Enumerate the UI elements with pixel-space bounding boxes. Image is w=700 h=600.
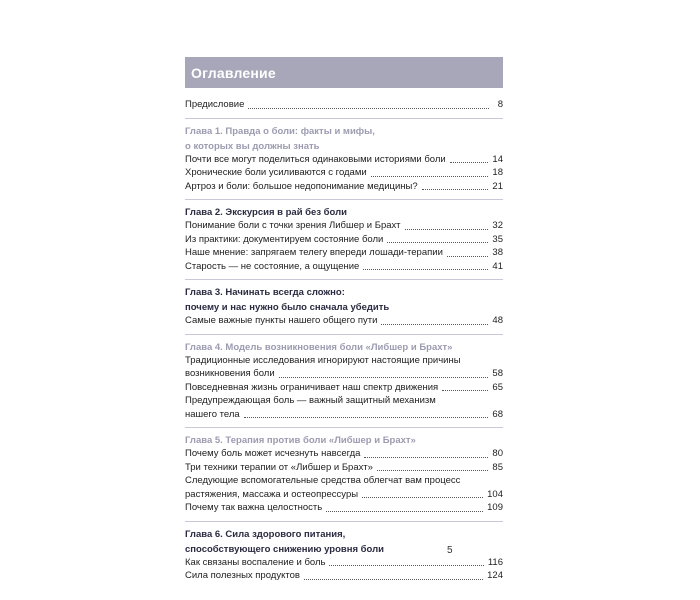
dot-leader	[329, 565, 483, 566]
entry-text: Старость — не состояние, а ощущение	[185, 260, 360, 272]
dot-leader	[405, 229, 489, 230]
dot-leader	[387, 242, 488, 243]
entry-page: 80	[492, 448, 503, 459]
entry-text: Самые важные пункты нашего общего пути	[185, 315, 378, 326]
entry-text: Понимание боли с точки зрения Либшер и Брахт	[185, 220, 401, 231]
toc-entry[interactable]	[185, 246, 503, 260]
chapter-title[interactable]: Глава 5. Терапия против боли «Либшер и Брахт»	[185, 435, 416, 446]
entry-page: 21	[492, 180, 503, 192]
chapter-title[interactable]: Глава 1. Правда о боли: факты и мифы,	[185, 125, 375, 137]
entry-page: 116	[487, 556, 503, 568]
dot-leader	[377, 470, 489, 471]
toc-entry[interactable]	[185, 354, 503, 381]
entry-text: Почти все могут поделиться одинаковыми историями боли	[185, 153, 446, 165]
dot-leader	[422, 189, 489, 190]
entry-text-line1: Следующие вспомогательные средства облегчат вам процесс	[185, 475, 461, 486]
toc-entry[interactable]	[185, 153, 503, 167]
chapter-divider	[185, 199, 503, 200]
chapter-title[interactable]: способствующего снижению уровня боли	[185, 543, 384, 555]
entry-line2	[185, 367, 503, 381]
entry-page: 18	[492, 167, 503, 178]
chapter-title[interactable]: почему и нас нужно было сначала убедить	[185, 302, 390, 313]
toc-entry[interactable]	[185, 461, 503, 475]
entry-page: 41	[492, 260, 503, 272]
toc-entry[interactable]	[185, 474, 503, 501]
entry-page: 38	[492, 247, 503, 258]
entry-text: Почему так важна целостность	[185, 502, 323, 513]
toc-entry[interactable]	[185, 314, 503, 328]
entry-text: Как связаны воспаление и боль	[185, 556, 326, 568]
toc-title: Оглавление	[191, 64, 276, 81]
dot-leader	[371, 176, 489, 177]
chapters-list	[185, 118, 503, 583]
toc-entry[interactable]	[185, 219, 503, 233]
chapter-title[interactable]: Глава 2. Экскурсия в рай без боли	[185, 207, 347, 218]
dot-leader	[363, 269, 488, 270]
toc-entry-preface[interactable]	[185, 98, 503, 112]
chapter-divider	[185, 427, 503, 428]
dot-leader	[279, 377, 489, 378]
dot-leader	[450, 162, 489, 163]
chapter-title[interactable]: Глава 6. Сила здорового питания,	[185, 528, 346, 540]
dot-leader	[364, 457, 488, 458]
entry-text: Сила полезных продуктов	[185, 570, 300, 581]
entry-text: Три техники терапии от «Либшер и Брахт»	[185, 461, 373, 473]
entry-page: 68	[492, 408, 503, 420]
dot-leader	[248, 108, 489, 109]
toc-entry[interactable]	[185, 556, 503, 570]
toc-entry[interactable]	[185, 501, 503, 515]
entry-page: 65	[492, 381, 503, 393]
entry-text: растяжения, массажа и остеопрессуры	[185, 488, 359, 500]
toc-entry[interactable]	[185, 569, 503, 583]
entry-line2	[185, 488, 503, 502]
entry-text-line1: Предупреждающая боль — важный защитный механизм	[185, 395, 436, 406]
entry-text: Наше мнение: запрягаем телегу впереди лошади-терапии	[185, 247, 443, 258]
chapter-divider	[185, 334, 503, 335]
toc-header	[185, 57, 503, 88]
entry-text: Повседневная жизнь ограничивает наш спектр движения	[185, 381, 439, 393]
entry-text-line1: Традиционные исследования игнорируют настоящие причины	[185, 354, 461, 366]
toc-entry[interactable]	[185, 180, 503, 194]
entry-page: 32	[492, 220, 503, 231]
entry-page: 8	[497, 99, 503, 110]
toc-entry[interactable]	[185, 447, 503, 461]
entry-text: Хронические боли усиливаются с годами	[185, 167, 367, 178]
chapter-title[interactable]: Глава 3. Начинать всегда сложно:	[185, 287, 345, 298]
entry-page: 124	[487, 570, 503, 581]
entry-page: 35	[492, 233, 503, 245]
dot-leader	[244, 417, 489, 418]
dot-leader	[304, 579, 483, 580]
chapter-divider	[185, 279, 503, 280]
toc-entry[interactable]	[185, 381, 503, 395]
entry-page: 104	[487, 488, 503, 500]
entry-text: Из практики: документируем состояние боли	[185, 233, 384, 245]
dot-leader	[442, 390, 488, 391]
dot-leader	[381, 324, 488, 325]
entry-page: 85	[492, 461, 503, 473]
chapter-divider	[185, 118, 503, 119]
entry-text: Почему боль может исчезнуть навсегда	[185, 448, 361, 459]
chapter-title[interactable]: о которых вы должны знать	[185, 140, 320, 152]
toc-entry[interactable]	[185, 233, 503, 247]
dot-leader	[362, 497, 483, 498]
entry-line2	[185, 408, 503, 422]
table-of-contents	[185, 57, 503, 583]
entry-text: Предисловие	[185, 99, 245, 110]
toc-entry[interactable]	[185, 394, 503, 421]
chapter-title[interactable]: Глава 4. Модель возникновения боли «Либшер и Брахт»	[185, 341, 453, 353]
entry-text: возникновения боли	[185, 368, 275, 379]
entry-page: 14	[492, 153, 503, 165]
entry-page: 58	[492, 368, 503, 379]
dot-leader	[447, 256, 489, 257]
entry-page: 48	[492, 315, 503, 326]
dot-leader	[326, 511, 483, 512]
entry-text: Артроз и боли: большое недопонимание медицины?	[185, 180, 418, 192]
entry-text: нашего тела	[185, 408, 240, 420]
chapter-divider	[185, 521, 503, 522]
toc-entry[interactable]	[185, 166, 503, 180]
page-number: 5	[447, 545, 453, 556]
toc-entry[interactable]	[185, 260, 503, 274]
entry-page: 109	[487, 502, 503, 513]
